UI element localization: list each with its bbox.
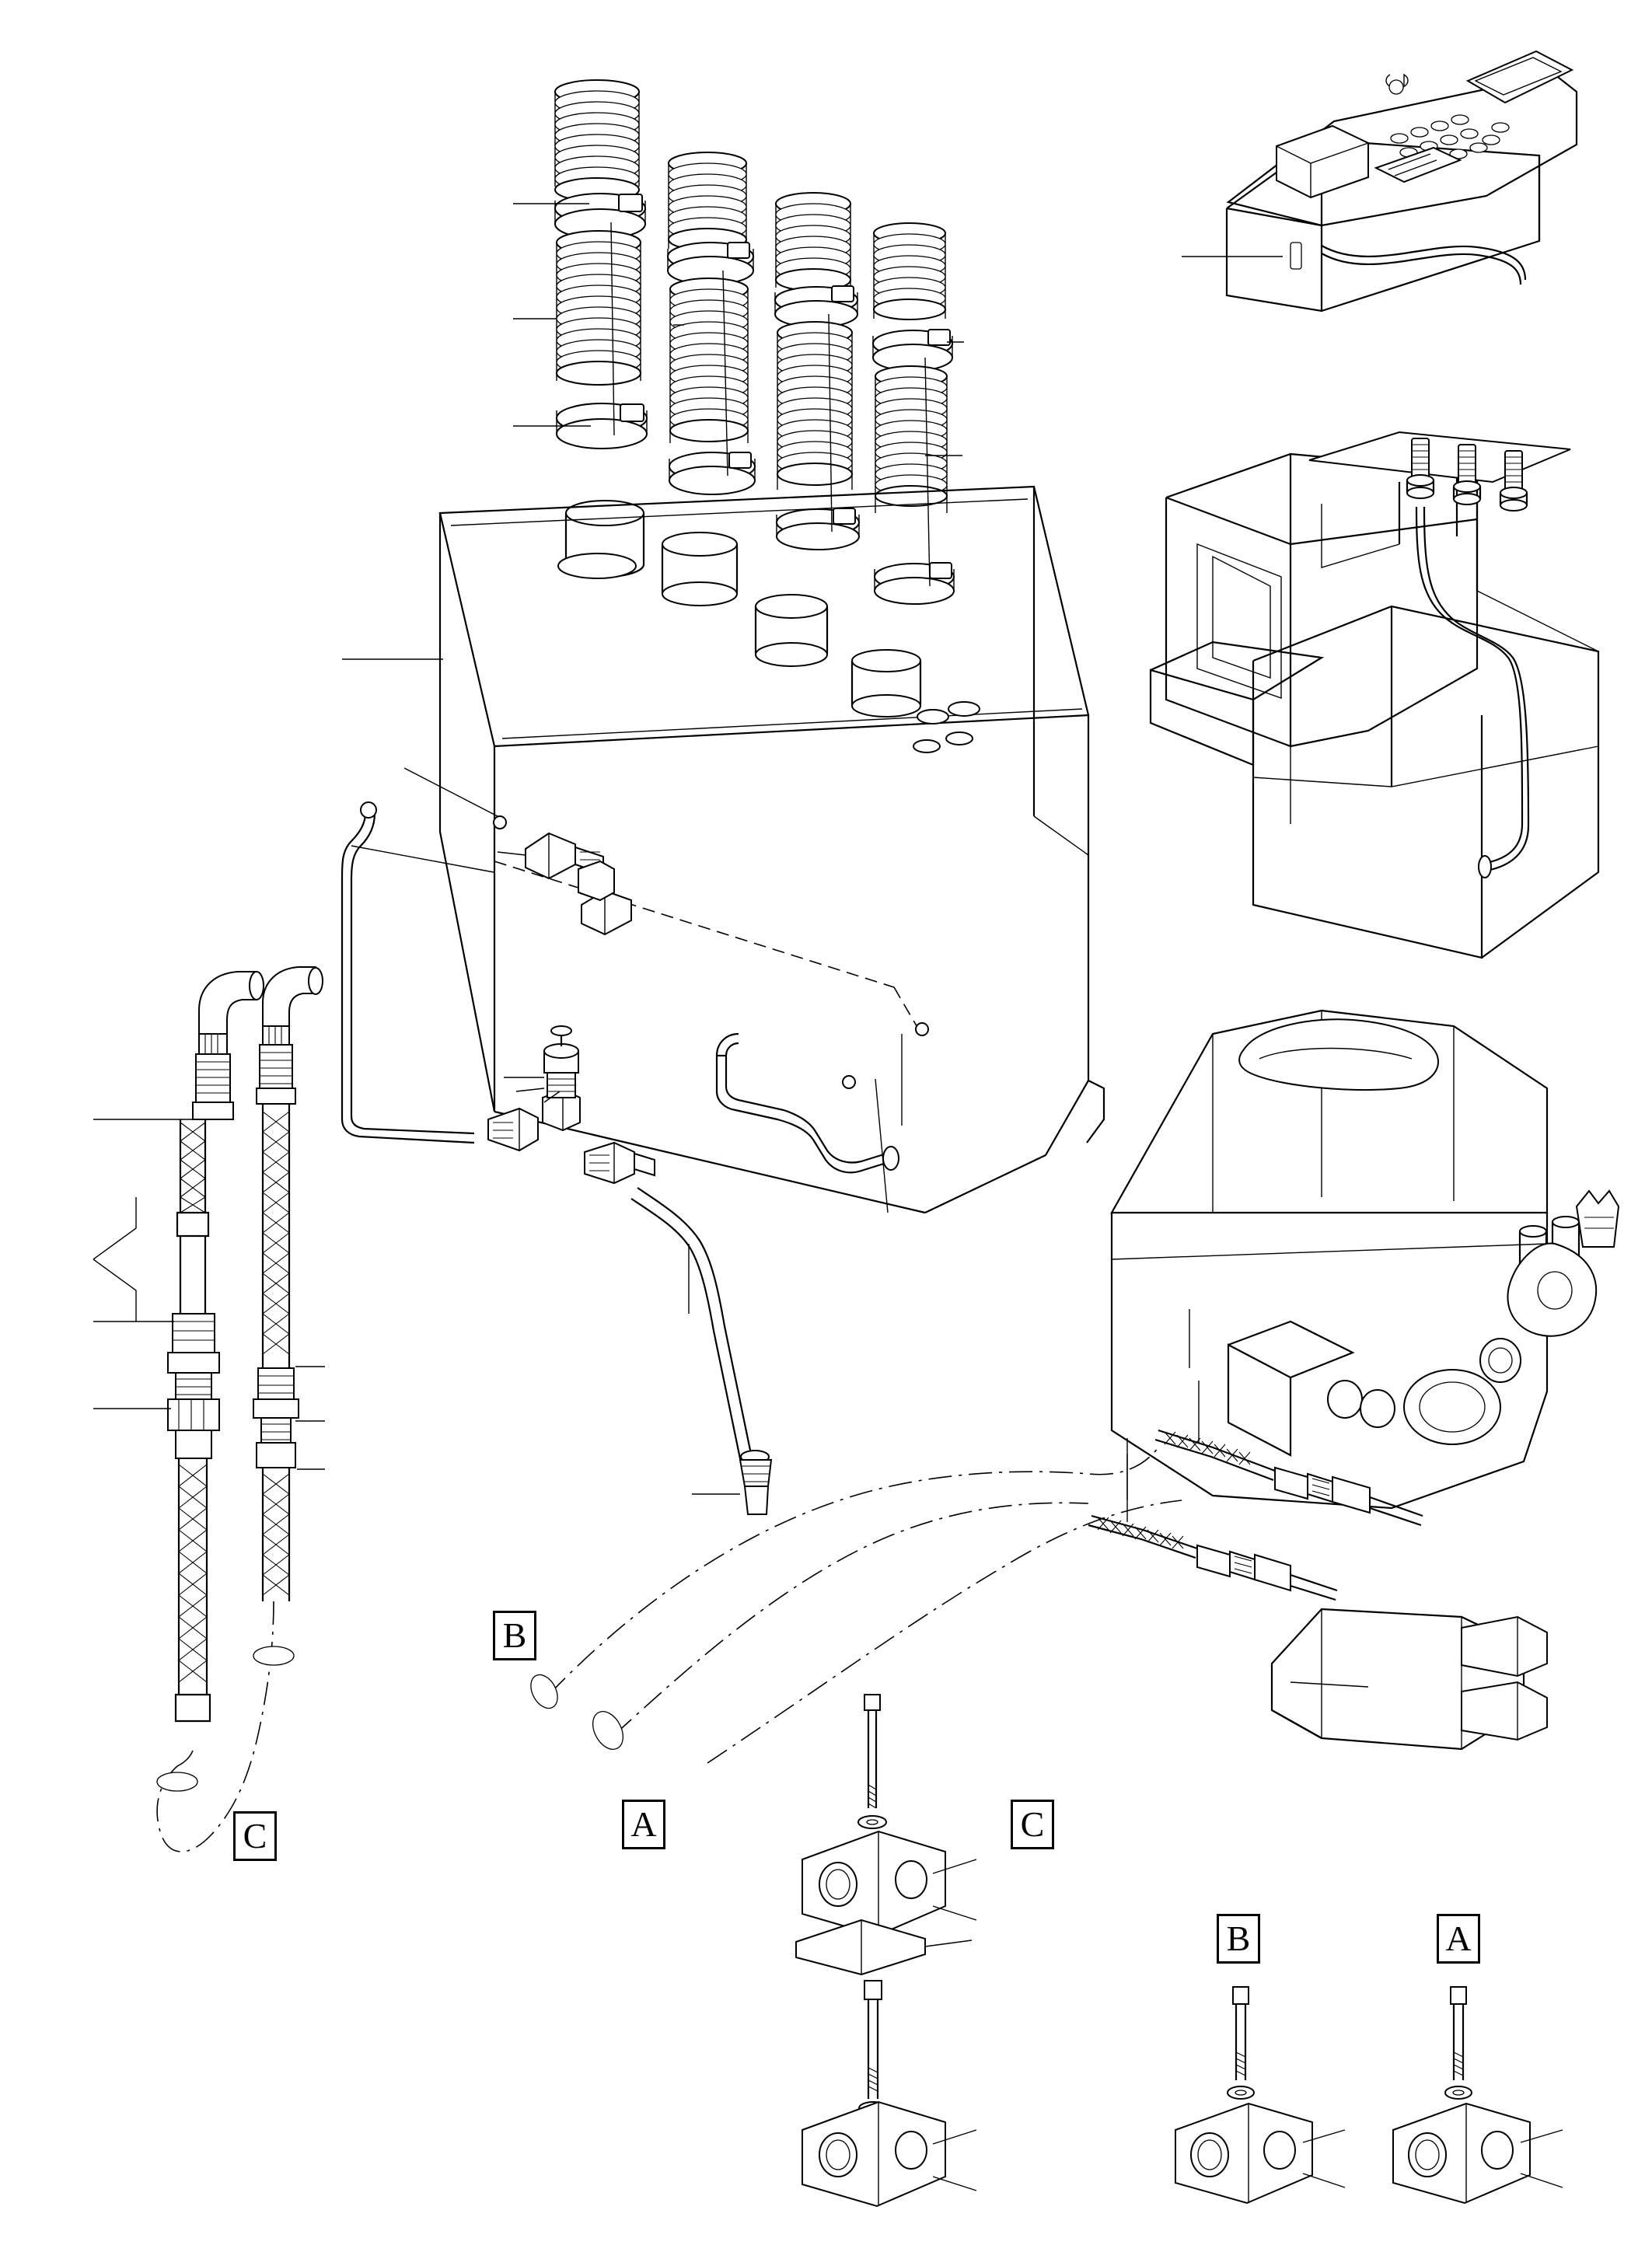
callout-b-hose-left: [493, 1611, 536, 1660]
hose-left-long: [93, 972, 264, 1721]
callout-label: C: [1020, 1804, 1045, 1844]
callout-a-clamp: [1437, 1914, 1480, 1964]
hose-bellows-cluster: [513, 80, 964, 715]
cab-frame: [1151, 432, 1598, 958]
hose-left-short: [253, 967, 325, 1601]
callout-label: A: [630, 1804, 657, 1844]
clamp-a: [1393, 1987, 1563, 2203]
callout-label: C: [243, 1816, 267, 1856]
engine-block: [1112, 1011, 1619, 1508]
callout-label: B: [1226, 1919, 1251, 1958]
clamp-stack-c: [796, 1695, 976, 2206]
clamp-b: [1175, 1987, 1345, 2203]
operator-console: [1182, 51, 1577, 311]
routing-centerlines: [157, 1438, 1182, 1856]
callout-a-hose-left: [622, 1800, 665, 1849]
callout-label: A: [1445, 1919, 1472, 1958]
callout-c-clamp-stack: [1011, 1800, 1054, 1849]
tube-bent-lower: [631, 1188, 771, 1514]
callout-c-hose-left: [233, 1811, 277, 1861]
callout-label: B: [502, 1615, 527, 1655]
callout-b-clamp: [1217, 1914, 1260, 1964]
